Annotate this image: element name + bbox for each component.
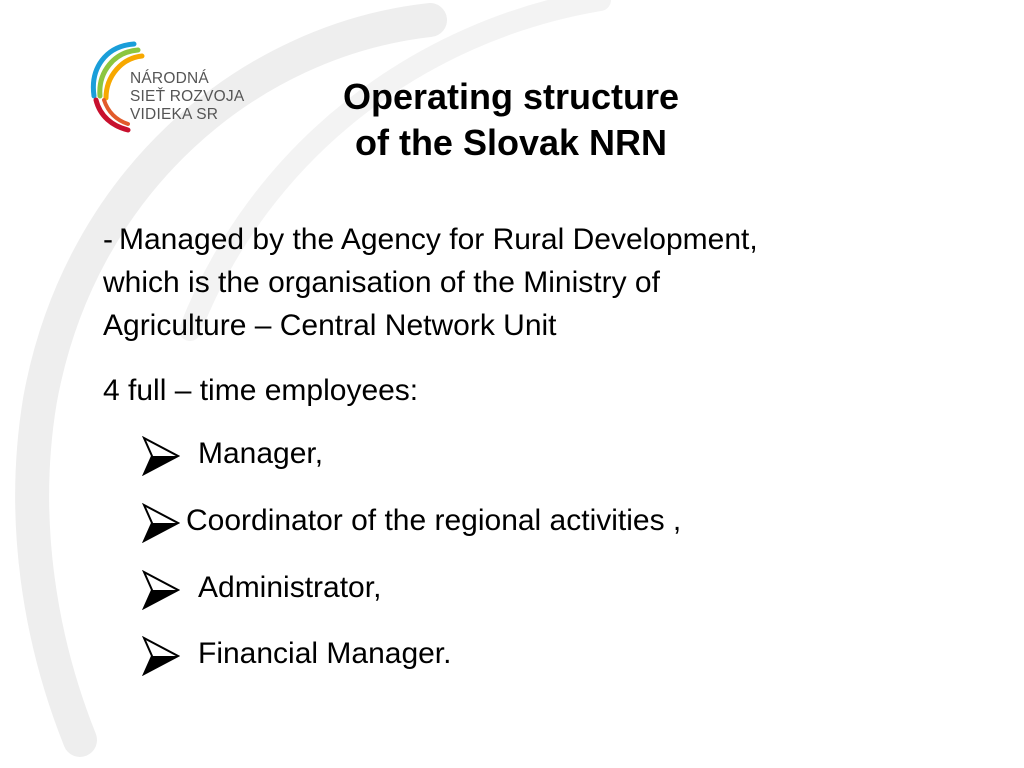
arrowhead-bullet-icon xyxy=(140,503,180,543)
staff-heading: 4 full – time employees: xyxy=(103,374,419,407)
intro-line-1-text: Managed by the Agency for Rural Development, xyxy=(119,223,758,256)
list-item xyxy=(140,430,380,478)
bullet-administrator: Administrator, xyxy=(198,571,382,604)
nrn-logo xyxy=(86,38,256,133)
intro-dash: - xyxy=(103,223,113,256)
list-item xyxy=(140,564,440,612)
bullet-coordinator: Coordinator of the regional activities , xyxy=(186,504,682,537)
logo-line-1: NÁRODNÁ xyxy=(130,70,209,87)
logo-line-3: VIDIEKA SR xyxy=(130,106,219,123)
bullet-financial-manager: Financial Manager. xyxy=(198,637,452,670)
intro-paragraph xyxy=(103,218,943,347)
title-line-1: Operating structure xyxy=(342,76,680,117)
list-item xyxy=(140,497,800,545)
logo-line-2: SIEŤ ROZVOJA xyxy=(130,88,245,105)
arrowhead-bullet-icon xyxy=(140,570,180,610)
arrowhead-bullet-icon xyxy=(140,436,180,476)
title-line-2: of the Slovak NRN xyxy=(354,122,668,163)
intro-line-2: which is the organisation of the Ministry of xyxy=(103,266,660,299)
arrowhead-bullet-icon xyxy=(140,636,180,676)
bullet-manager: Manager, xyxy=(198,437,324,470)
list-item xyxy=(140,630,520,678)
slide-title xyxy=(300,74,722,166)
intro-line-1 xyxy=(103,218,943,261)
intro-line-3: Agriculture – Central Network Unit xyxy=(103,309,557,342)
